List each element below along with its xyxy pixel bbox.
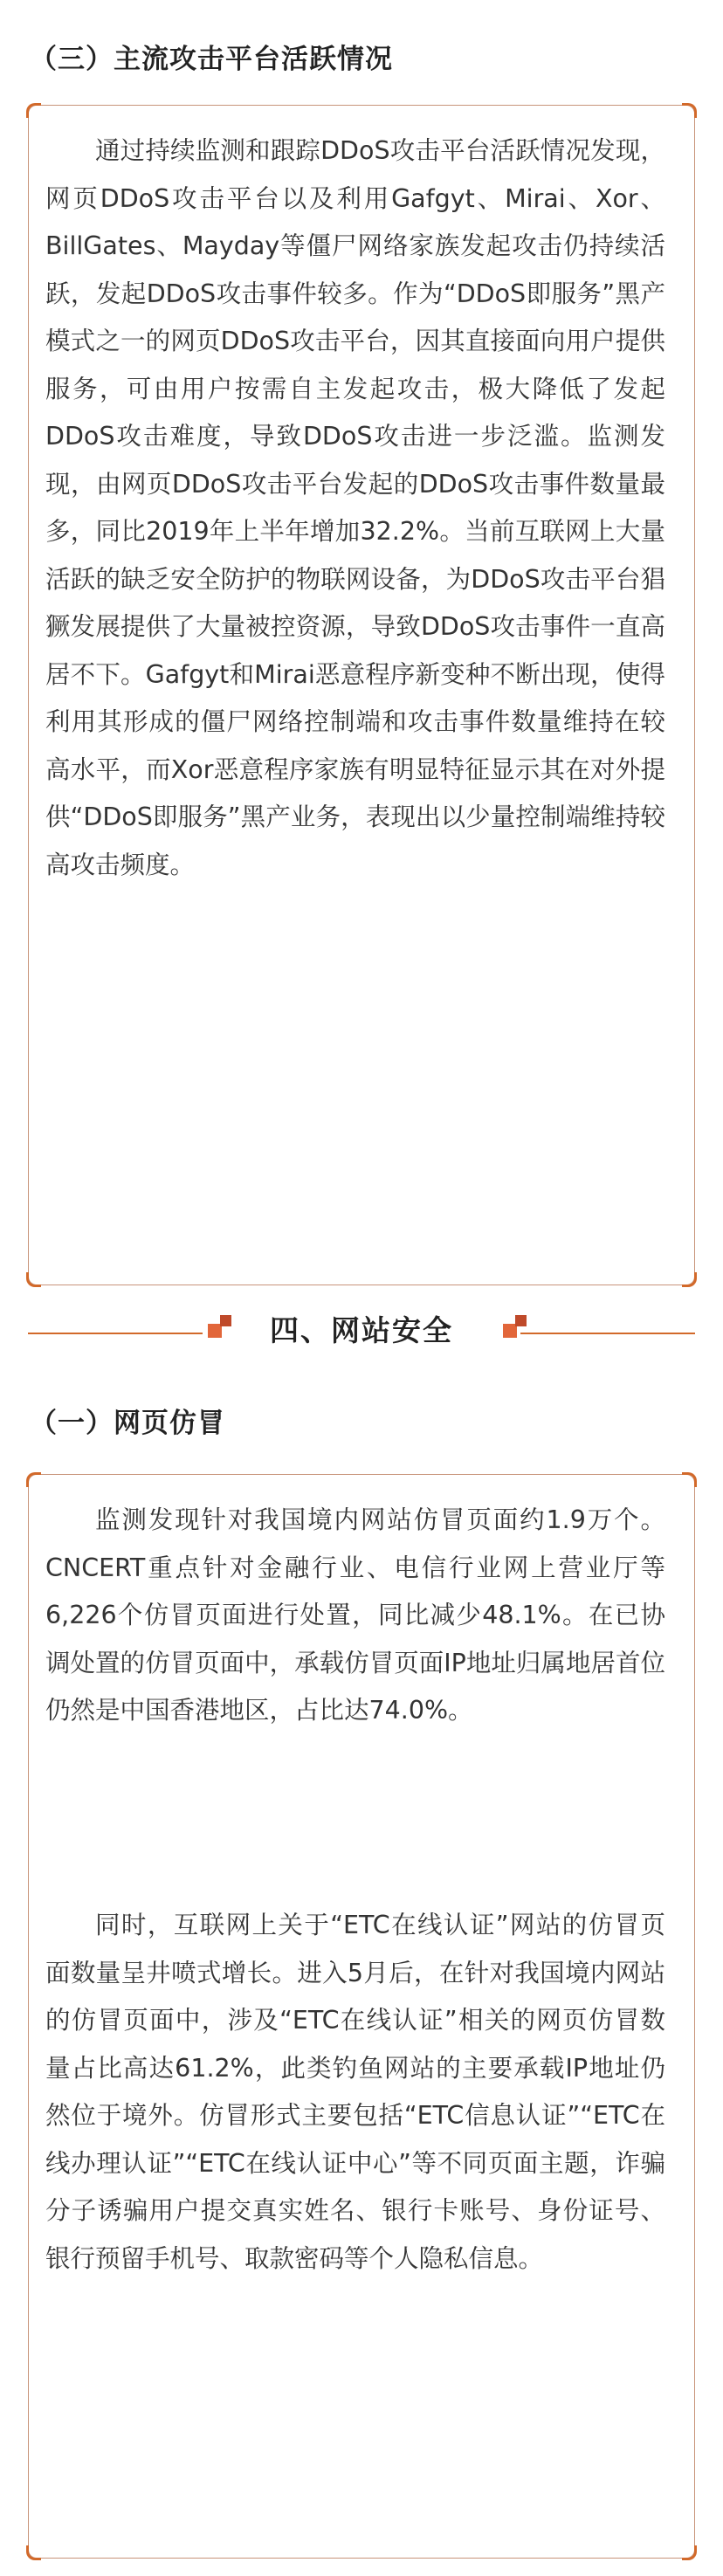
section-4-1-paragraph-1: 监测发现针对我国境内网站仿冒页面约1.9万个。CNCERT重点针对金融行业、电信行业网上营业厅等6,226个仿冒页面进行处置，同比减少48.1%。在已协调处置的仿冒页面中，承载仿冒页面IP地址归属地居首位仍然是中国香港地区，占比达74.0%。	[45, 1505, 665, 1725]
section-3-heading: （三）主流攻击平台活跃情况	[30, 44, 393, 75]
section-4-1-heading: （一）网页仿冒	[30, 1408, 225, 1439]
section-4-title: 四、网站安全	[270, 1313, 453, 1347]
decor-square-icon	[515, 1315, 527, 1326]
section-3-paragraph: 通过持续监测和跟踪DDoS攻击平台活跃情况发现，网页DDoS攻击平台以及利用Gafgyt、Mirai、Xor、BillGates、Mayday等僵尸网络家族发起攻击仍持续活跃，发起DDoS攻击事件较多。作为“DDoS即服务”黑产模式之一的网页DDoS攻击平台，因其直接面向用户提供服务，可由用户按需自主发起攻击，极大降低了发起DDoS攻击难度，导致DDoS攻击进一步泛滥。监测发现，由网页DDoS攻击平台发起的DDoS攻击事件数量最多，同比2019年上半年增加32.2%。当前互联网上大量活跃的缺乏安全防护的物联网设备，为DDoS攻击平台猖獗发展提供了大量被控资源，导致DDoS攻击事件一直高居不下。Gafgyt和Mirai恶意程序新变种不断出现，使得利用其形成的僵尸网络控制端和攻击事件数量维持在较高水平，而Xor恶意程序家族有明显特征显示其在对外提供“DDoS即服务”黑产业务，表现出以少量控制端维持较高攻击频度。	[45, 136, 665, 879]
section-4-1-paragraph-2: 同时，互联网上关于“ETC在线认证”网站的仿冒页面数量呈井喷式增长。进入5月后，在针对我国境内网站的仿冒页面中，涉及“ETC在线认证”相关的网页仿冒数量占比高达61.2%，此类钓鱼网站的主要承载IP地址仍然位于境外。仿冒形式主要包括“ETC信息认证”“ETC在线办理认证”“ETC在线认证中心”等不同页面主题，诈骗分子诱骗用户提交真实姓名、银行卡账号、身份证号、银行预留手机号、取款密码等个人隐私信息。	[45, 1911, 665, 2273]
divider-right	[520, 1333, 695, 1334]
section-4-title-banner	[0, 1292, 723, 1362]
